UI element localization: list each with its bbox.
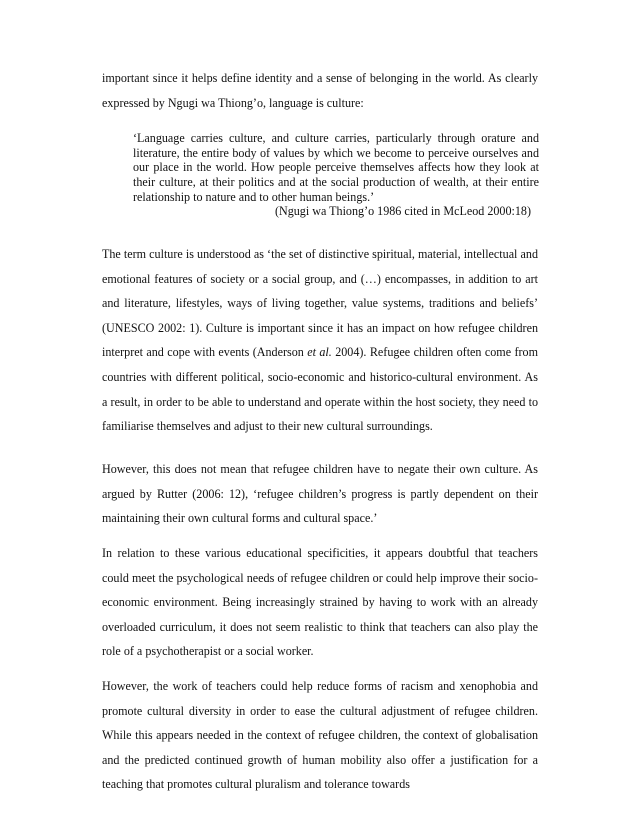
- paragraph-rutter: However, this does not mean that refugee children have to negate their own culture. As argued by Rutter (2006: 12), ‘refugee children’s progress is partly dependent on their maintaining their own cultural forms and cultural space.’: [102, 462, 538, 526]
- paragraph-intro: important since it helps define identity and a sense of belonging in the world. As clearly expressed by Ngugi wa Thiong’o, language is culture:: [102, 71, 538, 110]
- et-al-italic: et al.: [307, 345, 332, 360]
- paragraph-racism: However, the work of teachers could help reduce forms of racism and xenophobia and promote cultural diversity in order to ease the cultural adjustment of refugee children. While this appears needed in the context of refugee children, the context of globalisation and the predicted continued growth of human mobility also offer a justification for a teaching that promotes cultural pluralism and tolerance towards: [102, 679, 538, 792]
- paragraph-culture-definition: [102, 242, 538, 439]
- block-quote: ‘Language carries culture, and culture carries, particularly through orature and literature, the entire body of values by which we become to perceive ourselves and our place in the world. How people perceive themselves affects how they look at their culture, at their politics and at the social production of wealth, at their entire relationship to nature and to other human beings.’: [133, 131, 539, 204]
- quote-citation: (Ngugi wa Thiong’o 1986 cited in McLeod 2000:18): [274, 204, 531, 218]
- paragraph-culture-text-1: The term culture is understood as ‘the set of distinctive spiritual, material, intellectual and emotional features of society or a social group, and (…) encompasses, in addition to art and literature, lifestyles, ways of living together, value systems, traditions and beliefs’ (UNESCO 2002: 1). Culture is important since it has an impact on how refugee children interpret and cope with events (Anderson: [102, 247, 538, 360]
- paragraph-teachers: In relation to these various educational specificities, it appears doubtful that teachers could meet the psychological needs of refugee children or could help improve their socio-economic environment. Being increasingly strained by having to work with an already overloaded curriculum, it does not seem realistic to think that teachers can also play the role of a psychotherapist or a social worker.: [102, 546, 538, 659]
- paragraph-culture-text-2: 2004). Refugee children often come from countries with different political, socio-economic and historico-cultural environment. As a result, in order to be able to understand and operate within the host society, they need to familiarise themselves and adjust to their new cultural surroundings.: [102, 345, 539, 434]
